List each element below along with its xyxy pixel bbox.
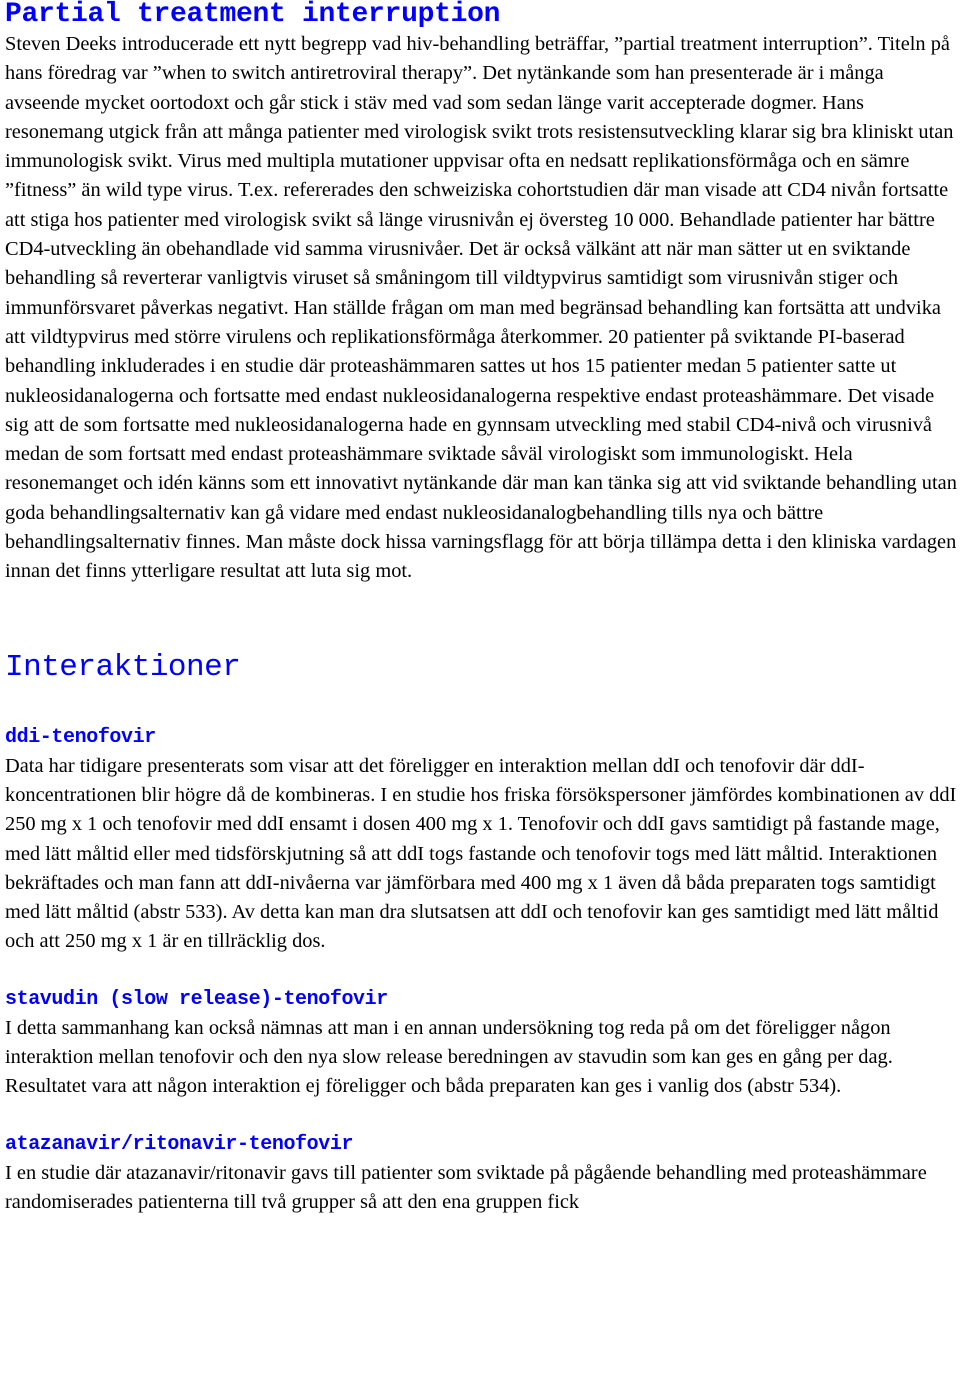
document-page bbox=[5, 0, 958, 1216]
paragraph-ddi-tenofovir: Data har tidigare presenterats som visar att det föreligger en interaktion mellan ddI och tenofovir där ddI-koncentrationen blir högre då de kombineras. I en studie hos friska försökspersoner jämfördes kombinationen av ddI 250 mg x 1 och tenofovir med ddI ensamt i dosen 400 mg x 1. Tenofovir och ddI gavs samtidigt på fastande mage, med lätt måltid eller med tidsförskjutning så att ddI togs fastande och tenofovir togs med lätt måltid. Interaktionen bekräftades och man fann att ddI-nivåerna var jämförbara med 400 mg x 1 även då båda preparaten togs samtidigt med lätt måltid (abstr 533). Av detta kan man dra slutsatsen att ddI och tenofovir kan ges samtidigt med lätt måltid och att 250 mg x 1 är en tillräcklig dos. bbox=[5, 754, 957, 953]
paragraph-partial-treatment-interruption: Steven Deeks introducerade ett nytt begrepp vad hiv-behandling beträffar, ”partial treatment interruption”. Titeln på hans föredrag var ”when to switch antiretroviral therapy”. Det nytänkande som han presenterade är i många avseende mycket oortodoxt och går stick i stäv med vad som sedan länge varit accepterade dogmer. Hans resonemang utgick från att många patienter med virologisk svikt trots resistensutveckling klarar sig bra kliniskt utan immunologisk svikt. Virus med multipla mutationer uppvisar ofta en nedsatt replikationsförmåga och en sämre ”fitness” än wild type virus. T.ex. refererades den schweiziska cohortstudien där man visade att CD4 nivån fortsatte att stiga hos patienter med virologisk svikt så länge virusnivån ej översteg 10 000. Behandlade patienter har bättre CD4-utveckling än obehandlade vid samma virusnivåer. Det är också välkänt att när man sätter ut en sviktande behandling så reverterar vanligtvis viruset så småningom till vildtypvirus samtidigt som virusnivån stiger och immunförsvaret påverkas negativt. Han ställde frågan om man med begränsad behandling kan fortsätta att undvika att vildtypvirus med större virulens och replikationsförmåga återkommer. 20 patienter på sviktande PI-baserad behandling inkluderades i en studie där proteashämmaren sattes ut hos 15 patienter medan 5 patienter satte ut nukleosidanalogerna och fortsatte med endast nukleosidanalogerna respektive endast proteashämmare. Det visade sig att de som fortsatte med nukleosidanalogerna hade en gynnsam utveckling med stabil CD4-nivå och virusnivå medan de som fortsatt med endast proteashämmare sviktade såväl virologiskt som immunologiskt. Hela resonemanget och idén känns som ett innovativt nytänkande där man kan tänka sig att vid sviktande behandling utan goda behandlingsalternativ kan gå vidare med endast nukleosidanalogbehandling tills nya och bättre behandlingsalternativ finnes. Man måste dock hissa varningsflagg för att börja tillämpa detta i den kliniska vardagen innan det finns ytterligare resultat att luta sig mot. bbox=[5, 33, 957, 583]
paragraph-stavudin-tenofovir: I detta sammanhang kan också nämnas att man i en annan undersökning tog reda på om det föreligger någon interaktion mellan tenofovir och den nya slow release beredningen av stavudin som kan ges en gång per dag. Resultatet vara att någon interaktion ej föreligger och båda preparaten kan ges i vanlig dos (abstr 534). bbox=[5, 1016, 893, 1098]
heading-partial-treatment-interruption: Partial treatment interruption bbox=[5, 0, 501, 30]
heading-interaktioner: Interaktioner bbox=[5, 649, 241, 685]
heading-atazanavir-ritonavir-tenofovir: atazanavir/ritonavir-tenofovir bbox=[5, 1132, 354, 1156]
paragraph-clip bbox=[5, 1159, 958, 1216]
heading-ddi-tenofovir: ddi-tenofovir bbox=[5, 725, 156, 749]
paragraph-atazanavir-ritonavir-tenofovir: I en studie där atazanavir/ritonavir gavs till patienter som sviktade på pågående behandling med proteashämmare randomiserades patienterna till två grupper så att den ena gruppen fick bbox=[5, 1161, 927, 1213]
heading-stavudin-tenofovir: stavudin (slow release)-tenofovir bbox=[5, 987, 388, 1011]
